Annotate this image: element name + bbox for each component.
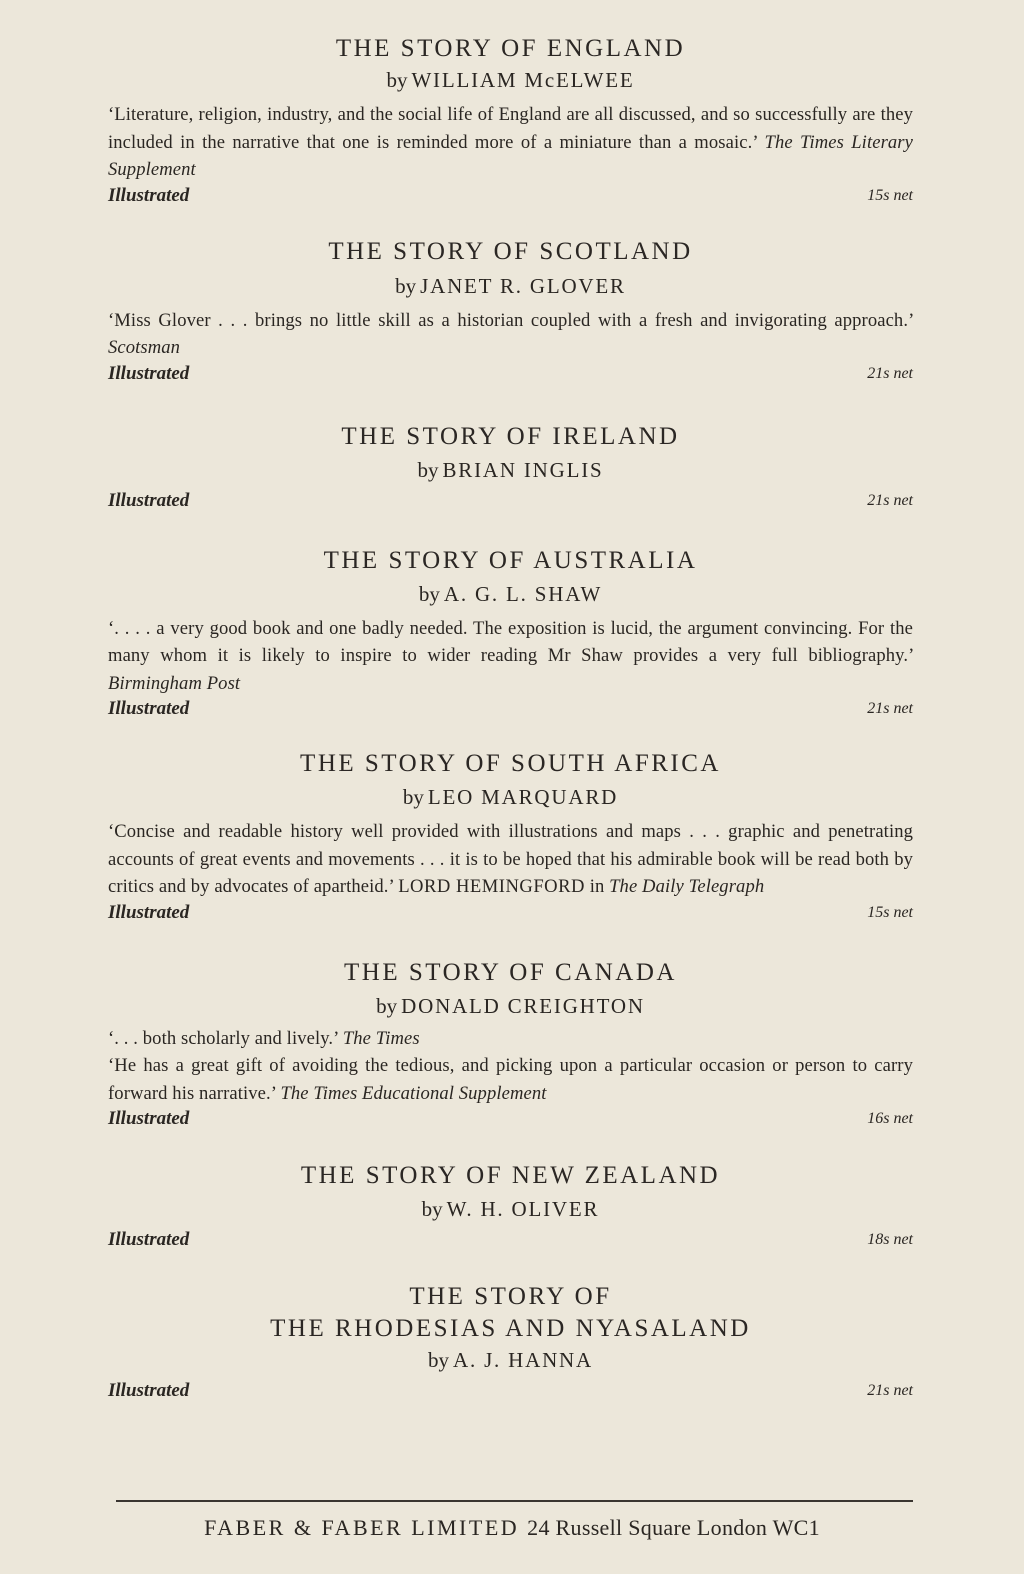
book-author — [108, 455, 913, 485]
book-entry-south-africa — [108, 749, 913, 925]
quote-source: The Times Literary Supplement — [108, 131, 913, 180]
by-label: by — [417, 457, 439, 482]
quote-text: ‘He has a great gift of avoiding the tedious, and picking upon a particular occasion or person to carry forward his narrative.’ — [108, 1055, 913, 1104]
book-entry-new-zealand — [108, 1161, 913, 1252]
by-label: by — [386, 68, 408, 92]
publisher-footer — [0, 1515, 1024, 1541]
review-quote — [108, 307, 913, 362]
price: 21s net — [867, 491, 913, 509]
price: 21s net — [867, 1382, 913, 1399]
by-label: by — [418, 581, 440, 606]
book-title: THE STORY OF NEW ZEALAND — [300, 1162, 721, 1189]
book-author — [108, 271, 913, 301]
book-title: THE STORY OF IRELAND — [341, 422, 680, 450]
quote-text: ‘Miss Glover . . . brings no little skill as a historian coupled with a fresh and invigorating approach.’ — [108, 309, 913, 331]
book-author — [108, 579, 913, 609]
review-quote — [108, 101, 913, 184]
book-title: THE STORY OF AUSTRALIA — [323, 546, 698, 574]
price: 21s net — [867, 364, 913, 382]
price: 21s net — [867, 700, 913, 717]
quote-source-in: in — [589, 876, 605, 897]
quote-text: ‘Literature, religion, industry, and the social life of England are all discussed, and so successfully are they included in the narrative that one is reminded more of a miniature than a mosaic.’ — [108, 104, 913, 153]
by-label: by — [395, 273, 417, 298]
book-title: THE STORY OF CANADA — [344, 958, 677, 986]
by-label: by — [428, 1348, 450, 1372]
author-name: JANET R. GLOVER — [420, 273, 626, 298]
review-quote-2 — [108, 1052, 913, 1107]
book-meta — [108, 1379, 913, 1403]
author-name: WILLIAM McELWEE — [411, 68, 635, 92]
book-title: THE STORY OF SOUTH AFRICA — [300, 750, 721, 777]
illustrated-label: Illustrated — [108, 901, 190, 923]
author-name: A. G. L. SHAW — [443, 581, 603, 606]
illustrated-label: Illustrated — [108, 698, 190, 719]
price: 16s net — [867, 1110, 913, 1127]
quote-text: ‘. . . both scholarly and lively.’ — [108, 1027, 339, 1049]
book-entry-scotland — [108, 237, 913, 386]
book-meta — [108, 697, 913, 721]
book-title: THE STORY OF SCOTLAND — [328, 237, 693, 265]
book-title: THE STORY OF — [409, 1283, 612, 1310]
book-entry-ireland — [108, 422, 913, 513]
quote-source-person: LORD HEMINGFORD — [398, 876, 585, 897]
book-entry-england — [108, 34, 913, 208]
quote-source: The Times — [342, 1027, 420, 1049]
quote-source: The Times Educational Supplement — [280, 1082, 547, 1104]
illustrated-label: Illustrated — [108, 1229, 190, 1250]
book-entry-australia — [108, 546, 913, 722]
illustrated-label: Illustrated — [108, 184, 190, 206]
book-author — [108, 782, 913, 812]
price: 15s net — [867, 903, 913, 921]
book-meta — [108, 1228, 913, 1252]
book-entry-rhodesias — [108, 1282, 913, 1403]
book-author — [108, 991, 913, 1021]
author-name: BRIAN INGLIS — [442, 457, 604, 482]
illustrated-label: Illustrated — [108, 1108, 190, 1129]
review-quote — [108, 615, 913, 698]
book-meta — [108, 184, 913, 208]
book-meta — [108, 362, 913, 386]
by-label: by — [421, 1197, 443, 1221]
book-title: THE STORY OF ENGLAND — [335, 35, 686, 62]
book-meta — [108, 901, 913, 925]
book-author — [108, 1194, 913, 1224]
footer-divider — [116, 1500, 913, 1502]
illustrated-label: Illustrated — [108, 489, 190, 511]
book-entry-canada — [108, 958, 913, 1132]
by-label: by — [376, 993, 398, 1018]
author-name: LEO MARQUARD — [427, 785, 619, 809]
author-name: DONALD CREIGHTON — [401, 993, 645, 1018]
review-quote — [108, 818, 913, 901]
price: 18s net — [867, 1231, 913, 1248]
quote-source: The Daily Telegraph — [609, 876, 765, 897]
publisher-name: FABER & FABER LIMITED — [204, 1515, 520, 1540]
illustrated-label: Illustrated — [108, 1380, 190, 1401]
author-name: W. H. OLIVER — [446, 1197, 600, 1221]
book-author — [108, 1345, 913, 1375]
by-label: by — [402, 785, 424, 809]
book-meta — [108, 1107, 913, 1131]
quote-text: ‘Concise and readable history well provided with illustrations and maps . . . graphic and penetrating accounts of great events and movements . . . it is to be hoped that his admirable book will be read both by critics and by advocates of apartheid.’ — [108, 821, 913, 897]
book-list — [108, 30, 913, 1403]
book-title-line-2: THE RHODESIAS AND NYASALAND — [270, 1315, 751, 1342]
quote-source: Scotsman — [108, 337, 181, 358]
illustrated-label: Illustrated — [108, 362, 190, 384]
book-author — [108, 65, 913, 95]
quote-text: ‘. . . . a very good book and one badly needed. The exposition is lucid, the argument convincing. For the many whom it is likely to inspire to wider reading Mr Shaw provides a very full bibliography.’ — [108, 617, 913, 666]
publisher-address: 24 Russell Square London WC1 — [527, 1515, 820, 1540]
author-name: A. J. HANNA — [453, 1348, 593, 1372]
review-quote — [108, 1025, 913, 1053]
book-meta — [108, 489, 913, 513]
quote-source: Birmingham Post — [108, 672, 241, 694]
price: 15s net — [867, 186, 913, 204]
